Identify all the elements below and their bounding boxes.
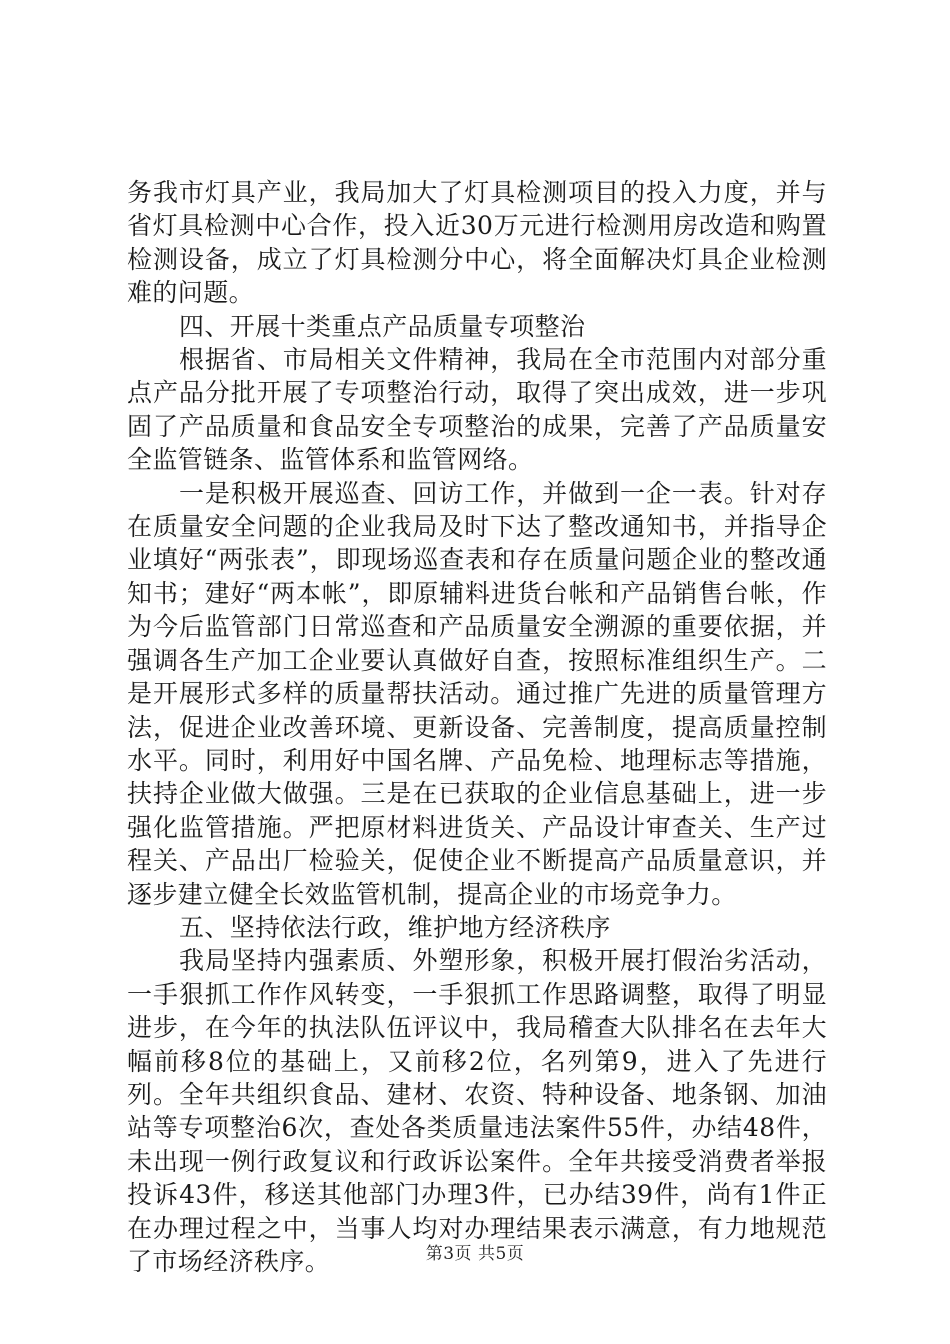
paragraph-continuation: 务我市灯具产业，我局加大了灯具检测项目的投入力度，并与省灯具检测中心合作，投入近30万元进行检测用房改造和购置检测设备，成立了灯具检测分中心，将全面解决灯具企业检测难的问题。 [127, 178, 827, 308]
section-heading-four: 四、开展十类重点产品质量专项整治 [179, 311, 586, 341]
document-body [127, 176, 827, 1278]
page-number-footer: 第3页 共5页 [425, 1244, 525, 1264]
paragraph: 根据省、市局相关文件精神，我局在全市范围内对部分重点产品分批开展了专项整治行动，取得了突出成效，进一步巩固了产品质量和食品安全专项整治的成果，完善了产品质量安全监管链条、监管体系和监管网络。 [127, 345, 827, 475]
section-heading-five: 五、坚持依法行政，维护地方经济秩序 [179, 912, 611, 942]
paragraph: 我局坚持内强素质、外塑形象，积极开展打假治劣活动，一手狠抓工作作风转变，一手狠抓工作思路调整，取得了明显进步，在今年的执法队伍评议中，我局稽查大队排名在去年大幅前移8位的基础上，又前移2位，名列第9，进入了先进行列。全年共组织食品、建材、农资、特种设备、地条钢、加油站等专项整治6次，查处各类质量违法案件55件，办结48件，未出现一例行政复议和行政诉讼案件。全年共接受消费者举报投诉43件，移送其他部门办理3件，已办结39件，尚有1件正在办理过程之中，当事人均对办理结果表示满意，有力地规范了市场经济秩序。 [127, 946, 827, 1276]
paragraph: 一是积极开展巡查、回访工作，并做到一企一表。针对存在质量安全问题的企业我局及时下达了整改通知书，并指导企业填好“两张表”，即现场巡查表和存在质量问题企业的整改通知书；建好“两本帐”，即原辅料进货台帐和产品销售台帐，作为今后监管部门日常巡查和产品质量安全溯源的重要依据，并强调各生产加工企业要认真做好自查，按照标准组织生产。二是开展形式多样的质量帮扶活动。通过推广先进的质量管理方法，促进企业改善环境、更新设备、完善制度，提高质量控制水平。同时，利用好中国名牌、产品免检、地理标志等措施，扶持企业做大做强。三是在已获取的企业信息基础上，进一步强化监管措施。严把原材料进货关、产品设计审查关、生产过程关、产品出厂检验关，促使企业不断提高产品质量意识，并逐步建立健全长效监管机制，提高企业的市场竞争力。 [127, 478, 827, 909]
